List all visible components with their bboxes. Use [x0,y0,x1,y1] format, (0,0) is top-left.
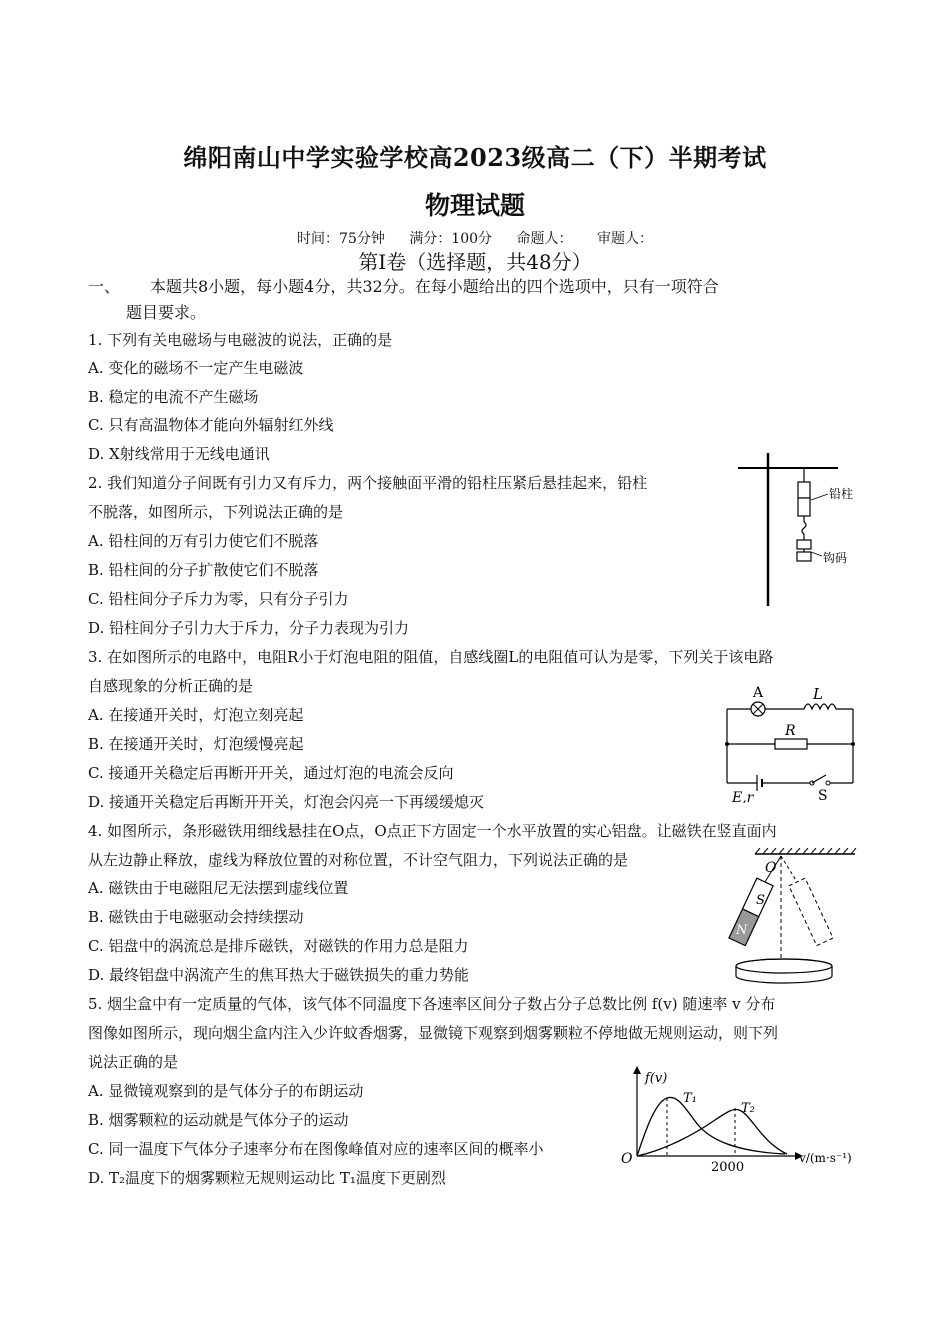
part-number: 一、 [88,277,121,296]
exam-info [0,228,950,248]
pole-n-label: N [736,923,748,938]
subject-title: 物理试题 [424,191,525,220]
speed-distribution-figure [615,1062,865,1180]
resistor-label: R [785,723,796,739]
t2-label: T₂ [741,1101,755,1116]
q4-stem-line2: 从左边静止释放，虚线为释放位置的对称位置，不计空气阻力，下列说法正确的是 [88,851,629,869]
exam-time: 时间：75分钟 [297,231,385,247]
q5-option-d: D. T₂温度下的烟雾颗粒无规则运动比 T₁温度下更剧烈 [88,1169,446,1187]
source-label: E,r [732,790,754,803]
q4-option-c: C. 铝盘中的涡流总是排斥磁铁，对磁铁的作用力总是阻力 [88,937,469,955]
curve-t1 [637,1097,785,1156]
q2-stem-line2: 不脱落，如图所示，下列说法正确的是 [88,503,344,521]
exam-reviewer: 审题人： [596,231,653,247]
q5-stem-line1: 5. 烟尘盒中有一定质量的气体，该气体不同温度下各速率区间分子数占分子总数比例 f(v) 随速率 v 分布 [88,995,776,1013]
curve-t2 [637,1109,787,1156]
q3-stem-line2: 自感现象的分析正确的是 [88,677,254,695]
x-axis-label: v/(m·s⁻¹) [799,1151,852,1165]
q2-option-d: D. 铅柱间分子引力大于斥力，分子力表现为引力 [88,619,410,637]
q2-option-b: B. 铅柱间的分子扩散使它们不脱落 [88,561,319,579]
q5-option-b: B. 烟雾颗粒的运动就是气体分子的运动 [88,1111,349,1129]
q3-option-a: A. 在接通开关时，灯泡立刻亮起 [88,706,304,724]
lead-label: 铅柱 [829,487,854,501]
q1-option-d: D. X射线常用于无线电通讯 [88,445,270,463]
q1-option-a: A. 变化的磁场不一定产生电磁波 [88,359,304,377]
part-intro-line2: 题目要求。 [126,303,207,322]
circuit-figure [720,683,865,803]
origin-label: O [621,1151,633,1167]
magnet-pendulum-figure [705,848,865,990]
q5-stem-line3: 说法正确的是 [88,1053,179,1071]
switch-label: S [818,788,828,803]
q1-option-b: B. 稳定的电流不产生磁场 [88,388,259,406]
q2-option-a: A. 铅柱间的万有引力使它们不脱落 [88,532,319,550]
q5-option-c: C. 同一温度下气体分子速率分布在图像峰值对应的速率区间的概率小 [88,1140,544,1158]
q4-option-b: B. 磁铁由于电磁驱动会持续摆动 [88,908,304,926]
q3-option-d: D. 接通开关稳定后再断开开关，灯泡会闪亮一下再缓缓熄灭 [88,793,485,811]
q5-option-a: A. 显微镜观察到的是气体分子的布朗运动 [88,1082,364,1100]
pole-s-label: S [756,893,765,908]
q3-option-b: B. 在接通开关时，灯泡缓慢亮起 [88,735,304,753]
exam-full-score: 满分：100分 [409,231,493,247]
pivot-label: O [765,860,777,876]
q4-option-a: A. 磁铁由于电磁阻尼无法摆到虚线位置 [88,879,349,897]
lead-cylinder-figure [738,448,868,608]
q1-option-c: C. 只有高温物体才能向外辐射红外线 [88,416,334,434]
lamp-label: A [753,685,764,701]
q3-option-c: C. 接通开关稳定后再断开开关，通过灯泡的电流会反向 [88,764,454,782]
q1-stem: 1. 下列有关电磁场与电磁波的说法，正确的是 [88,331,393,349]
q3-stem-line1: 3. 在如图所示的电路中，电阻R小于灯泡电阻的阻值，自感线圈L的电阻值可认为是零，下列关于该电路 [88,648,774,666]
q2-option-c: C. 铅柱间分子斥力为零，只有分子引力 [88,590,349,608]
part-intro [88,274,868,326]
tick-2000: 2000 [711,1160,745,1175]
q2-stem-line1: 2. 我们知道分子间既有引力又有斥力，两个接触面平滑的铅柱压紧后悬挂起来，铅柱 [88,474,648,492]
exam-author: 命题人： [516,231,573,247]
q4-option-d: D. 最终铝盘中涡流产生的焦耳热大于磁铁损失的重力势能 [88,966,470,984]
q4-stem-line1: 4. 如图所示，条形磁铁用细线悬挂在O点，O点正下方固定一个水平放置的实心铝盘。让磁铁在竖直面内 [88,822,777,840]
t1-label: T₁ [683,1091,697,1106]
weight-label: 钩码 [823,551,848,565]
y-axis-label: f(v) [645,1071,668,1086]
q5-stem-line2: 图像如图所示，现向烟尘盒内注入少许蚊香烟雾，显微镜下观察到烟雾颗粒不停地做无规则运动，则下列 [88,1024,779,1042]
school-title: 绵阳南山中学实验学校高2023级高二（下）半期考试 [183,143,767,172]
section-title: 第Ⅰ卷（选择题，共48分） [358,250,592,274]
inductor-label: L [813,685,823,703]
part-intro-line1: 本题共8小题，每小题4分，共32分。在每小题给出的四个选项中，只有一项符合 [150,277,719,296]
